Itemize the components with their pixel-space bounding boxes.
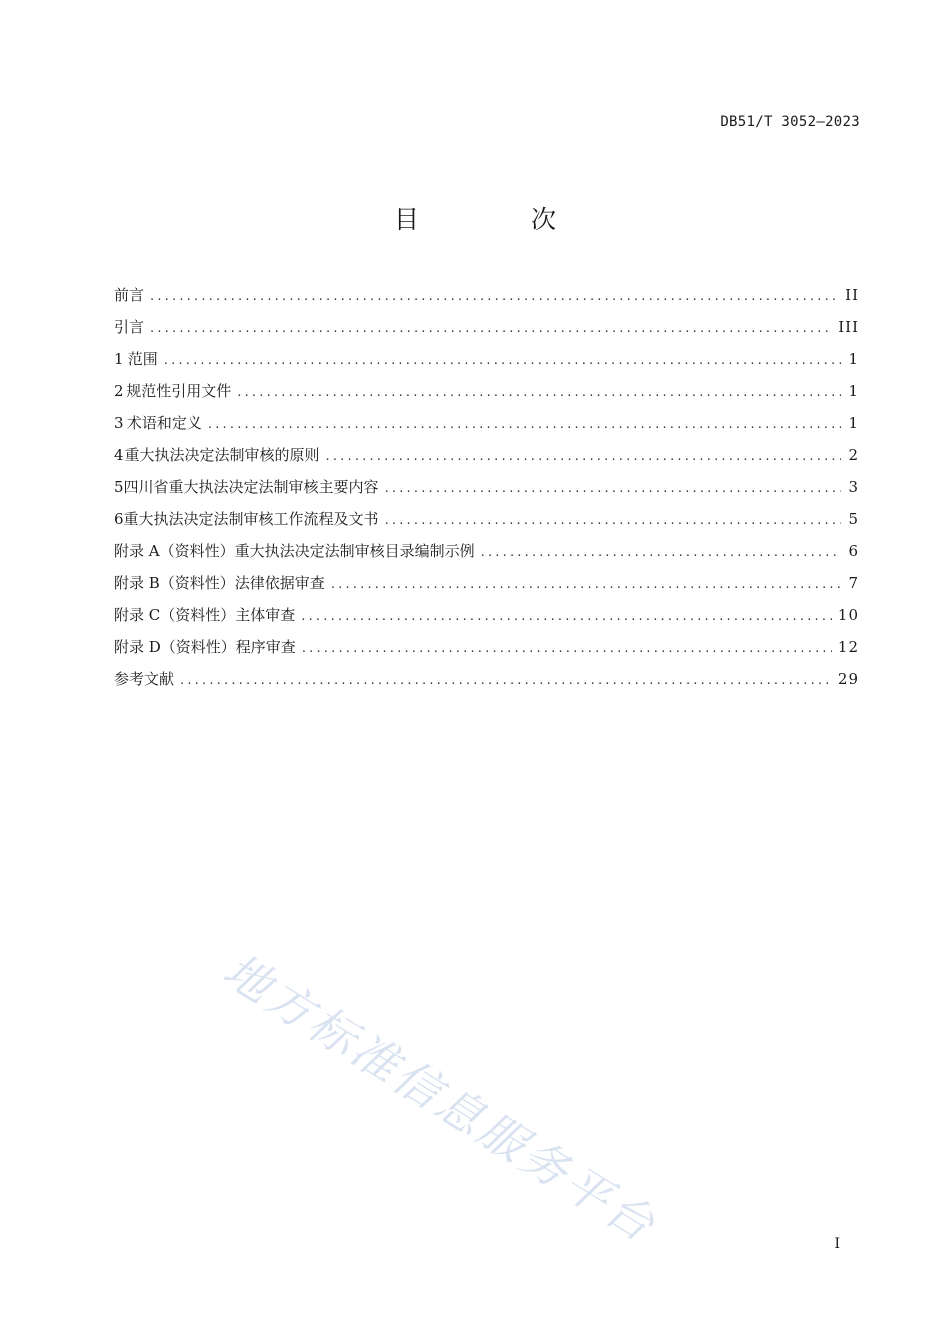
toc-leader-dots	[385, 481, 841, 496]
toc-entry-annex-c[interactable]	[114, 604, 859, 636]
toc-entry-label: 规范性引用文件	[126, 382, 232, 400]
toc-leader-dots	[150, 321, 832, 336]
toc-entry-annex-label: 附录 A（资料性）	[114, 542, 235, 560]
toc-entry-number: 2	[114, 382, 124, 400]
toc-leader-dots	[237, 385, 841, 400]
toc-entry-principles[interactable]	[114, 444, 859, 476]
toc-leader-dots	[302, 641, 832, 656]
toc-leader-dots	[331, 577, 841, 592]
toc-entry-bibliography[interactable]	[114, 668, 859, 700]
toc-title: 目 次	[394, 205, 608, 234]
toc-entry-label: 法律依据审查	[234, 574, 325, 592]
toc-leader-dots	[208, 417, 841, 432]
toc-entry-foreword[interactable]	[114, 284, 859, 316]
toc-entry-label: 重大执法决定法制审核工作流程及文书	[123, 510, 379, 528]
toc-entry-page: 29	[837, 670, 859, 688]
toc-entry-number: 4	[114, 446, 124, 464]
toc-entry-label: 范围	[127, 350, 158, 368]
toc-leader-dots	[325, 449, 841, 464]
watermark: 地方标准信息服务平台	[214, 942, 667, 1254]
toc-entry-label: 参考文献	[114, 670, 175, 688]
toc-entry-workflow[interactable]	[114, 508, 859, 540]
toc-leader-dots	[301, 609, 832, 624]
page-number: I	[834, 1236, 840, 1252]
toc-leader-dots	[481, 545, 841, 560]
toc-leader-dots	[164, 353, 841, 368]
toc-leader-dots	[180, 673, 832, 688]
toc-entry-label: 前言	[114, 286, 145, 304]
toc-entry-page: 1	[848, 382, 859, 400]
toc-entry-annex-b[interactable]	[114, 572, 859, 604]
toc-entry-number: 6	[114, 510, 124, 528]
toc-entry-scope[interactable]	[114, 348, 859, 380]
toc-entry-page: 7	[848, 574, 859, 592]
toc-entry-main-content[interactable]	[114, 476, 859, 508]
toc-entry-page: II	[845, 286, 859, 304]
toc-entry-page: 12	[837, 638, 859, 656]
toc-entry-normative-references[interactable]	[114, 380, 859, 412]
toc-entry-label: 重大执法决定法制审核的原则	[124, 446, 320, 464]
toc-entry-label: 引言	[114, 318, 145, 336]
toc-entry-page: 10	[837, 606, 859, 624]
table-of-contents	[114, 284, 859, 700]
toc-entry-annex-a[interactable]	[114, 540, 859, 572]
toc-entry-label: 重大执法决定法制审核目录编制示例	[234, 542, 475, 560]
toc-entry-annex-d[interactable]	[114, 636, 859, 668]
toc-entry-annex-label: 附录 D（资料性）	[114, 638, 236, 656]
toc-entry-label: 主体审查	[235, 606, 296, 624]
toc-leader-dots	[385, 513, 841, 528]
toc-entry-page: 6	[848, 542, 859, 560]
toc-entry-page: 2	[848, 446, 859, 464]
toc-leader-dots	[150, 289, 839, 304]
toc-entry-page: 3	[848, 478, 859, 496]
toc-entry-terms-definitions[interactable]	[114, 412, 859, 444]
toc-entry-page: 5	[848, 510, 859, 528]
toc-entry-number: 1	[114, 350, 124, 368]
toc-entry-page: 1	[848, 414, 859, 432]
toc-entry-annex-label: 附录 C（资料性）	[114, 606, 236, 624]
toc-entry-label: 术语和定义	[126, 414, 202, 432]
toc-entry-number: 5	[114, 478, 124, 496]
toc-entry-page: III	[838, 318, 859, 336]
toc-entry-page: 1	[848, 350, 859, 368]
document-code: DB51/T 3052—2023	[720, 114, 860, 130]
toc-entry-introduction[interactable]	[114, 316, 859, 348]
toc-entry-number: 3	[114, 414, 124, 432]
toc-entry-annex-label: 附录 B（资料性）	[114, 574, 235, 592]
toc-entry-label: 程序审查	[235, 638, 296, 656]
toc-entry-label: 四川省重大执法决定法制审核主要内容	[123, 478, 379, 496]
